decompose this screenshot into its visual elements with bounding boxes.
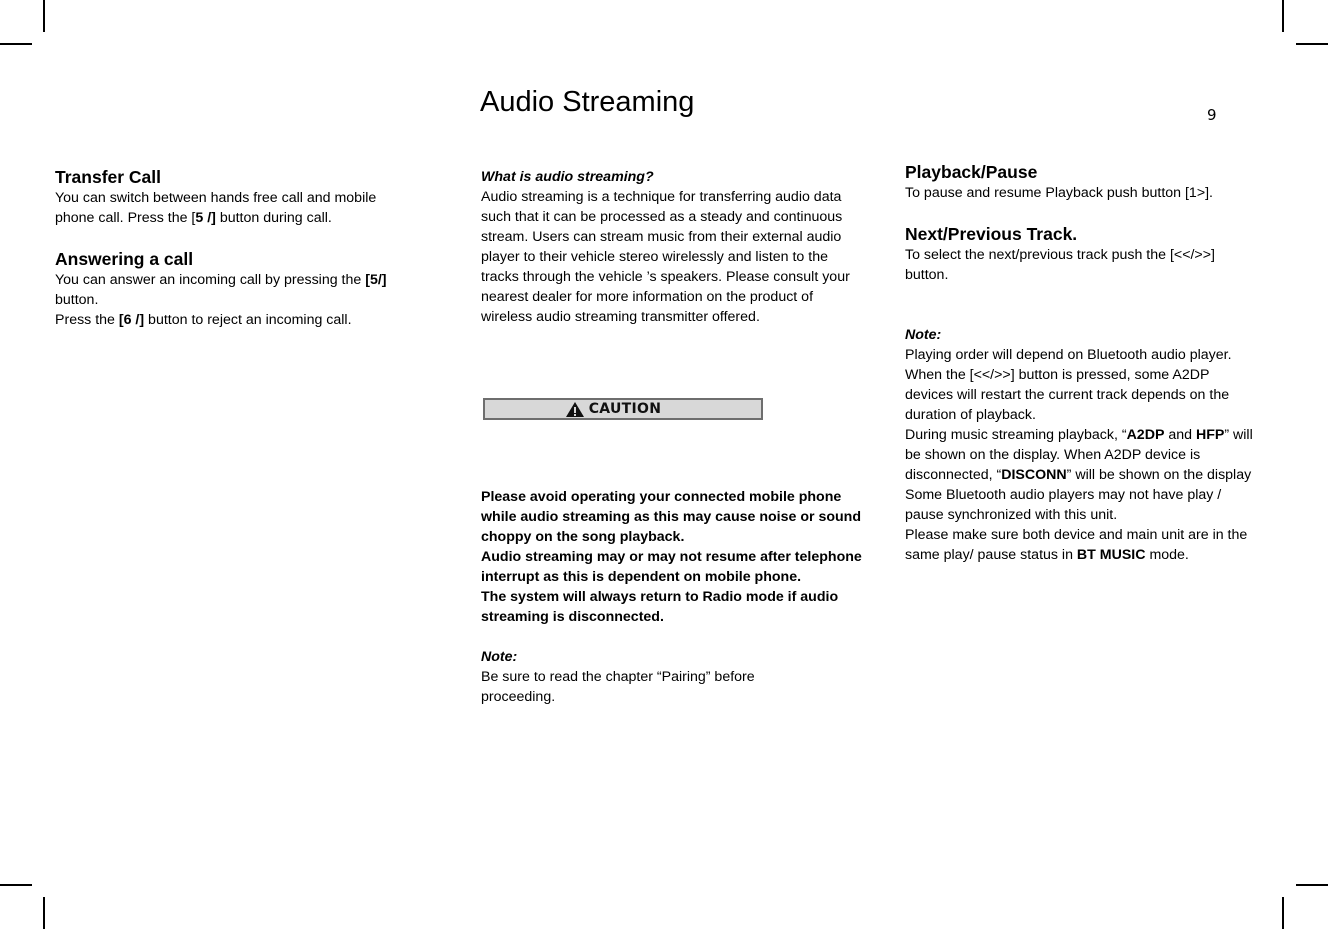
warning-text-3: The system will always return to Radio mode if audio streaming is disconnected. [481, 589, 839, 625]
note-sync-text-part: mode. [1145, 547, 1189, 563]
transfer-call-key: 5 /] [195, 210, 216, 226]
next-previous-track-heading: Next/Previous Track. [905, 224, 1078, 244]
disconn-label: DISCONN [1001, 467, 1067, 483]
warning-triangle-icon [565, 401, 585, 418]
bt-music-label: BT MUSIC [1076, 547, 1146, 563]
playback-pause-text: To pause and resume Playback push button [1>]. [905, 185, 1213, 201]
reject-call-text-part: Press the [55, 312, 119, 328]
middle-warnings [481, 487, 863, 707]
answering-call-text-part: button. [55, 292, 99, 308]
transfer-call-heading: Transfer Call [55, 167, 162, 187]
page-number: 9 [1207, 106, 1217, 124]
crop-mark-bottom-right-horizontal [1296, 884, 1328, 886]
note-display-text-part: ” will be shown on the display Some Bluetooth audio players may not have play / pause synchronized with this unit. [905, 467, 1252, 523]
left-column [55, 166, 415, 330]
page-title: Audio Streaming [480, 86, 695, 118]
crop-mark-top-left-vertical [43, 0, 45, 32]
transfer-call-text [55, 188, 415, 228]
reject-key: [6 /] [118, 312, 145, 328]
note-display-text-part: and [1164, 427, 1196, 443]
transfer-call-text-part: button during call. [215, 210, 332, 226]
note-display-status [905, 425, 1253, 525]
playback-pause-heading: Playback/Pause [905, 162, 1038, 182]
caution-banner [483, 398, 763, 420]
note-playing-order: Playing order will depend on Bluetooth audio player. When the [<</>>] button is pressed, some A2DP devices will restart the current track depends on the duration of playback. [905, 347, 1232, 423]
audio-streaming-question: What is audio streaming? [481, 169, 654, 185]
warning-text-1: Please avoid operating your connected mobile phone while audio streaming as this may cause noise or sound choppy on the song playback. [481, 489, 862, 545]
crop-mark-bottom-left-horizontal [0, 884, 32, 886]
hfp-label: HFP [1195, 427, 1225, 443]
reject-call-text [55, 310, 415, 330]
crop-mark-top-right-vertical [1282, 0, 1284, 32]
right-column [905, 161, 1253, 565]
a2dp-label: A2DP [1126, 427, 1165, 443]
caution-label: CAUTION [588, 401, 662, 417]
crop-mark-top-right-horizontal [1296, 43, 1328, 45]
answer-key: [5/] [365, 272, 387, 288]
answering-call-text [55, 270, 415, 310]
answering-call-heading: Answering a call [55, 249, 194, 269]
transfer-call-text-part: You can switch between hands free call and mobile phone call. Press the [ [55, 190, 377, 226]
middle-column [481, 167, 863, 327]
middle-note-label: Note: [481, 649, 518, 665]
note-sync-status [905, 525, 1253, 565]
answering-call-text-part: You can answer an incoming call by pressing the [55, 272, 366, 288]
audio-streaming-intro: Audio streaming is a technique for transferring audio data such that it can be processed as a steady and continuous stream. Users can stream music from their external audio player to their vehicle stereo wirelessly and listen to the tracks through the vehicle ’s speakers. Please consult your nearest dealer for more information on the product of wireless audio streaming transmitter offered. [481, 189, 850, 325]
next-previous-track-text: To select the next/previous track push the [<</>>] button. [905, 247, 1215, 283]
crop-mark-bottom-right-vertical [1282, 897, 1284, 929]
right-note-label: Note: [905, 327, 942, 343]
note-sync-text-part: Please make sure both device and main unit are in the same play/ pause status in [905, 527, 1248, 563]
warning-text-2: Audio streaming may or may not resume after telephone interrupt as this is dependent on mobile phone. [481, 549, 862, 585]
reject-call-text-part: button to reject an incoming call. [144, 312, 352, 328]
note-display-text-part: During music streaming playback, “ [905, 427, 1127, 443]
middle-note-text: Be sure to read the chapter “Pairing” before proceeding. [481, 669, 755, 705]
crop-mark-top-left-horizontal [0, 43, 32, 45]
note-display-text-part: ” will be shown on the display. When A2DP device is disconnected, “ [905, 427, 1253, 483]
crop-mark-bottom-left-vertical [43, 897, 45, 929]
